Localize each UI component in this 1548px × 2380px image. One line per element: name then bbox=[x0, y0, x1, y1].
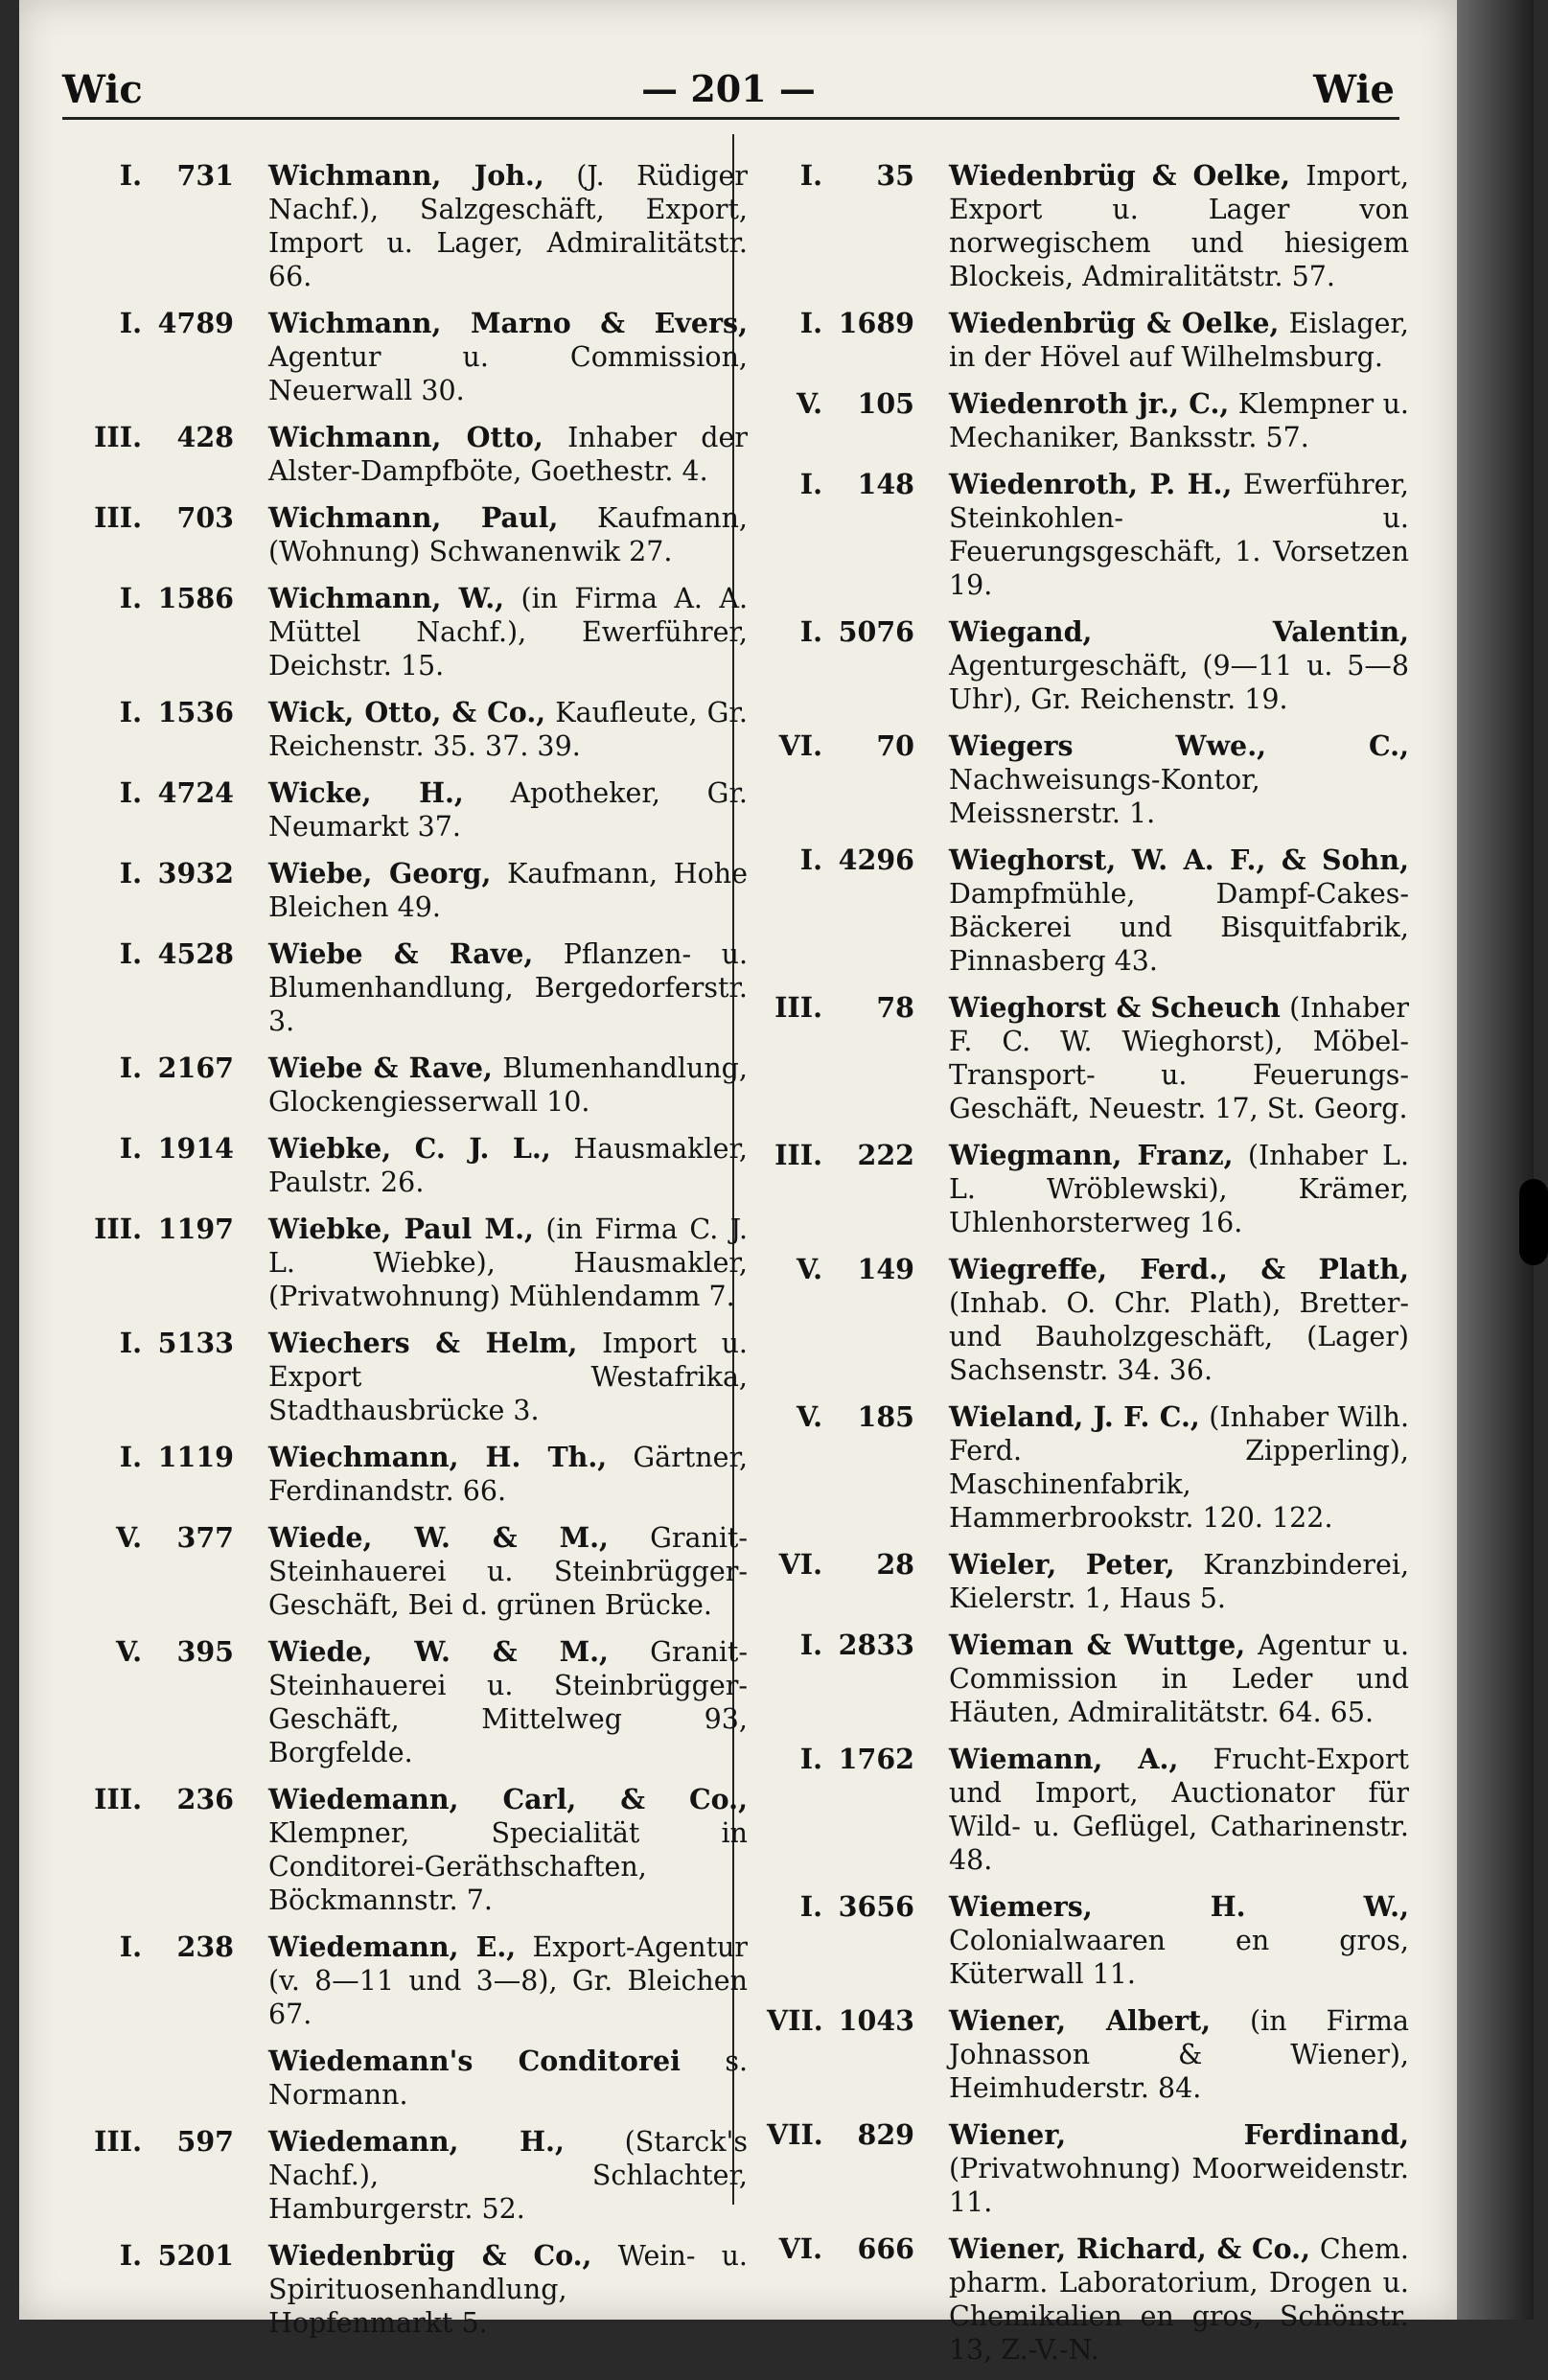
exchange-district: VII. bbox=[767, 2118, 823, 2151]
directory-entry bbox=[86, 937, 748, 1038]
scan-edge-mark bbox=[1519, 1179, 1548, 1265]
exchange-district: VII. bbox=[767, 2004, 823, 2037]
directory-entry bbox=[86, 501, 748, 568]
phone-reference bbox=[86, 1132, 240, 1166]
entry-details: Eislager, in der Hövel auf Wilhelmsburg. bbox=[949, 308, 1409, 373]
phone-number: 35 bbox=[876, 159, 914, 192]
entry-name: Wiedenbrüg & Oelke, bbox=[949, 159, 1291, 192]
directory-entry bbox=[86, 1213, 748, 1313]
exchange-district: VI. bbox=[778, 729, 822, 762]
phone-reference bbox=[767, 1629, 920, 1662]
entry-name: Wiebe & Rave, bbox=[268, 1051, 493, 1084]
entry-name: Wiegmann, Franz, bbox=[949, 1139, 1234, 1171]
phone-reference bbox=[86, 1521, 240, 1555]
entry-details: Import u. Export Westafrika, Stadthausbrücke 3. bbox=[268, 1328, 748, 1426]
phone-number: 377 bbox=[176, 1521, 234, 1554]
phone-number: 5133 bbox=[157, 1327, 234, 1359]
exchange-district: V. bbox=[796, 387, 822, 420]
entry-name: Wiener, Albert, bbox=[949, 2004, 1212, 2037]
directory-entry bbox=[767, 1890, 1409, 1991]
directory-entry bbox=[86, 1051, 748, 1119]
entry-details: Export-Agentur (v. 8—11 und 3—8), Gr. Bleichen 67. bbox=[268, 1931, 748, 2030]
entry-details: (in Firma A. A. Müttel Nachf.), Ewerführer, Deichstr. 15. bbox=[268, 583, 748, 682]
entry-details: (Inhaber F. C. W. Wieghorst), Möbel-Transport- u. Feuerungs-Geschäft, Neuestr. 17, St. Georg. bbox=[949, 992, 1409, 1124]
exchange-district: I. bbox=[799, 1743, 822, 1775]
phone-number: 1914 bbox=[157, 1132, 234, 1165]
entry-name: Wichmann, Otto, bbox=[268, 421, 543, 453]
page-header bbox=[62, 67, 1395, 115]
exchange-district: I. bbox=[799, 159, 822, 192]
phone-reference bbox=[86, 1635, 240, 1669]
directory-entry bbox=[86, 696, 748, 763]
entry-name: Wichmann, W., bbox=[268, 582, 505, 614]
exchange-district: V. bbox=[796, 1253, 822, 1285]
phone-reference bbox=[86, 2125, 240, 2159]
phone-reference bbox=[767, 1400, 920, 1434]
directory-entry bbox=[86, 2125, 748, 2226]
exchange-district: I. bbox=[119, 1051, 142, 1084]
phone-reference bbox=[86, 776, 240, 810]
entry-details: Kaufmann, (Wohnung) Schwanenwik 27. bbox=[268, 502, 748, 567]
entry-details: Chem. pharm. Laboratorium, Drogen u. Chemikalien en gros, Schönstr. 13, Z.-V.-N. bbox=[949, 2233, 1409, 2366]
phone-number: 222 bbox=[857, 1139, 914, 1171]
phone-reference bbox=[86, 421, 240, 454]
entry-name: Wiemers, H. W., bbox=[949, 1890, 1409, 1923]
entry-name: Wiechers & Helm, bbox=[268, 1327, 578, 1359]
phone-number: 1197 bbox=[157, 1213, 234, 1245]
exchange-district: I. bbox=[799, 1629, 822, 1661]
directory-entry bbox=[767, 2004, 1409, 2105]
entry-details: Agenturgeschäft, (9—11 u. 5—8 Uhr), Gr. Reichenstr. 19. bbox=[949, 650, 1409, 715]
entry-details: Blumenhandlung, Glockengiesserwall 10. bbox=[268, 1052, 748, 1118]
directory-entry bbox=[86, 2045, 748, 2112]
exchange-district: I. bbox=[119, 1930, 142, 1963]
phone-reference bbox=[86, 582, 240, 615]
entry-name: Wichmann, Paul, bbox=[268, 501, 559, 534]
exchange-district: I. bbox=[799, 615, 822, 648]
phone-number: 238 bbox=[176, 1930, 234, 1963]
entry-details: Kaufmann, Hohe Bleichen 49. bbox=[268, 858, 749, 923]
directory-entry bbox=[767, 159, 1409, 293]
right-column bbox=[767, 159, 1409, 2380]
directory-entry bbox=[767, 843, 1409, 978]
directory-entry bbox=[767, 1629, 1409, 1729]
exchange-district: VI. bbox=[778, 2232, 822, 2265]
entry-details: (Inhaber Wilh. Ferd. Zipperling), Maschinenfabrik, Hammerbrookstr. 120. 122. bbox=[949, 1401, 1410, 1534]
entry-name: Wichmann, Marno & Evers, bbox=[268, 307, 748, 339]
phone-reference bbox=[86, 159, 240, 193]
directory-entry bbox=[767, 1253, 1409, 1387]
entry-details: (Starck's Nachf.), Schlachter, Hamburgerstr. 52. bbox=[268, 2126, 748, 2225]
phone-reference bbox=[86, 1327, 240, 1360]
entry-name: Wieghorst & Scheuch bbox=[949, 991, 1281, 1024]
phone-number: 1043 bbox=[838, 2004, 914, 2037]
phone-reference bbox=[767, 1253, 920, 1286]
exchange-district: I. bbox=[799, 843, 822, 876]
exchange-district: I. bbox=[119, 1327, 142, 1359]
exchange-district: V. bbox=[796, 1400, 822, 1433]
directory-entry bbox=[86, 1783, 748, 1917]
phone-reference bbox=[86, 1783, 240, 1816]
entry-details: Wein- u. Spirituosenhandlung, Hopfenmarkt 5. bbox=[268, 2240, 748, 2339]
phone-reference bbox=[767, 991, 920, 1025]
directory-entry bbox=[86, 582, 748, 682]
left-column bbox=[86, 159, 748, 2353]
phone-reference bbox=[86, 1930, 240, 1964]
phone-number: 829 bbox=[857, 2118, 914, 2151]
exchange-district: I. bbox=[119, 1441, 142, 1473]
entry-details: Inhaber der Alster-Dampfböte, Goethestr. 4. bbox=[268, 422, 748, 487]
exchange-district: V. bbox=[115, 1635, 142, 1668]
header-right-keyword: Wie bbox=[1313, 67, 1395, 112]
phone-reference bbox=[767, 1743, 920, 1776]
directory-entry bbox=[767, 615, 1409, 716]
scan-dark-edge bbox=[1457, 0, 1534, 2320]
phone-reference bbox=[767, 2118, 920, 2152]
phone-reference bbox=[86, 857, 240, 890]
entry-name: Wiegand, Valentin, bbox=[949, 615, 1409, 648]
directory-entry bbox=[767, 1548, 1409, 1615]
phone-reference bbox=[86, 1441, 240, 1474]
entry-name: Wiener, Richard, & Co., bbox=[949, 2232, 1311, 2265]
directory-entry bbox=[86, 776, 748, 843]
entry-details: Apotheker, Gr. Neumarkt 37. bbox=[268, 777, 748, 843]
entry-name: Wiedenbrüg & Co., bbox=[268, 2239, 592, 2272]
entry-details: Pflanzen- u. Blumenhandlung, Bergedorferstr. 3. bbox=[268, 938, 749, 1037]
entry-details: Granit-Steinhauerei u. Steinbrügger-Geschäft, Bei d. grünen Brücke. bbox=[268, 1522, 749, 1621]
directory-entry bbox=[86, 857, 748, 924]
phone-number: 148 bbox=[857, 468, 914, 500]
entry-name: Wieler, Peter, bbox=[949, 1548, 1175, 1581]
phone-number: 5076 bbox=[838, 615, 914, 648]
entry-name: Wieman & Wuttge, bbox=[949, 1629, 1246, 1661]
phone-number: 1762 bbox=[838, 1743, 914, 1775]
phone-number: 731 bbox=[176, 159, 234, 192]
phone-number: 236 bbox=[176, 1783, 234, 1815]
phone-reference bbox=[767, 615, 920, 649]
phone-number: 4528 bbox=[157, 937, 234, 970]
entry-name: Wiede, W. & M., bbox=[268, 1635, 609, 1668]
directory-entry bbox=[86, 1327, 748, 1427]
entry-details: (Privatwohnung) Moorweidenstr. 11. bbox=[949, 2153, 1409, 2218]
entry-name: Wiedenbrüg & Oelke, bbox=[949, 307, 1280, 339]
entry-name: Wiede, W. & M., bbox=[268, 1521, 609, 1554]
directory-entry bbox=[767, 468, 1409, 602]
entry-name: Wiebe, Georg, bbox=[268, 857, 492, 890]
directory-entry bbox=[767, 1139, 1409, 1239]
directory-entry bbox=[86, 159, 748, 293]
entry-details: (Inhaber L. L. Wröblewski), Krämer, Uhlenhorsterweg 16. bbox=[949, 1140, 1410, 1238]
directory-page bbox=[19, 0, 1457, 2366]
phone-number: 1586 bbox=[157, 582, 234, 614]
directory-entry bbox=[767, 387, 1409, 454]
entry-details: Import, Export u. Lager von norwegischem und hiesigem Blockeis, Admiralitätstr. 57. bbox=[949, 160, 1410, 292]
entry-details: Nachweisungs-Kontor, Meissnerstr. 1. bbox=[949, 764, 1260, 829]
phone-reference bbox=[86, 2045, 240, 2078]
exchange-district: VI. bbox=[778, 1548, 822, 1581]
entry-name: Wiemann, A., bbox=[949, 1743, 1179, 1775]
phone-reference bbox=[767, 387, 920, 421]
phone-reference bbox=[86, 2239, 240, 2273]
entry-name: Wiedemann, Carl, & Co., bbox=[268, 1783, 748, 1815]
phone-reference bbox=[767, 468, 920, 501]
phone-number: 4296 bbox=[838, 843, 914, 876]
entry-details: s. Normann. bbox=[268, 2045, 748, 2111]
exchange-district: I. bbox=[119, 1132, 142, 1165]
phone-number: 28 bbox=[876, 1548, 914, 1581]
directory-entry bbox=[86, 1635, 748, 1769]
entry-name: Wiedenroth jr., C., bbox=[949, 387, 1230, 420]
exchange-district: I. bbox=[119, 582, 142, 614]
entry-name: Wiedenroth, P. H., bbox=[949, 468, 1233, 500]
entry-details: Agentur u. Commission in Leder und Häuten, Admiralitätstr. 64. 65. bbox=[949, 1629, 1410, 1728]
phone-number: 395 bbox=[176, 1635, 234, 1668]
entry-details: (in Firma C. J. L. Wiebke), Hausmakler, (Privatwohnung) Mühlendamm 7. bbox=[268, 1213, 749, 1312]
entry-name: Wiedemann, H., bbox=[268, 2125, 565, 2158]
exchange-district: III. bbox=[94, 421, 142, 453]
phone-number: 3932 bbox=[157, 857, 234, 890]
phone-number: 1536 bbox=[157, 696, 234, 728]
entry-name: Wiebke, Paul M., bbox=[268, 1213, 534, 1245]
entry-details: Dampfmühle, Dampf-Cakes-Bäckerei und Bisquitfabrik, Pinnasberg 43. bbox=[949, 878, 1409, 977]
directory-entry bbox=[767, 1743, 1409, 1877]
exchange-district: I. bbox=[119, 776, 142, 809]
page-number: — 201 — bbox=[641, 67, 816, 110]
exchange-district: III. bbox=[774, 991, 822, 1024]
phone-number: 3656 bbox=[838, 1890, 914, 1923]
phone-reference bbox=[86, 501, 240, 535]
phone-number: 5201 bbox=[157, 2239, 234, 2272]
entry-name: Wichmann, Joh., bbox=[268, 159, 544, 192]
phone-reference bbox=[86, 1051, 240, 1085]
phone-reference bbox=[767, 729, 920, 763]
entry-details: Agentur u. Commission, Neuerwall 30. bbox=[268, 341, 748, 406]
exchange-district: III. bbox=[94, 2125, 142, 2158]
directory-entry bbox=[767, 2118, 1409, 2219]
entry-name: Wiebe & Rave, bbox=[268, 937, 534, 970]
entry-name: Wieland, J. F. C., bbox=[949, 1400, 1200, 1433]
entry-name: Wiebke, C. J. L., bbox=[268, 1132, 551, 1165]
exchange-district: I. bbox=[119, 307, 142, 339]
directory-entry bbox=[86, 307, 748, 407]
entry-name: Wiedemann, E., bbox=[268, 1930, 517, 1963]
directory-entry bbox=[86, 2239, 748, 2340]
phone-number: 78 bbox=[876, 991, 914, 1024]
header-left-keyword: Wic bbox=[62, 67, 143, 112]
header-rule bbox=[62, 117, 1399, 120]
phone-number: 105 bbox=[857, 387, 914, 420]
phone-reference bbox=[767, 307, 920, 340]
directory-entry bbox=[86, 1521, 748, 1622]
entry-name: Wiegreffe, Ferd., & Plath, bbox=[949, 1253, 1409, 1285]
exchange-district: V. bbox=[115, 1521, 142, 1554]
entry-details: Granit-Steinhauerei u. Steinbrügger-Geschäft, Mittelweg 93, Borgfelde. bbox=[268, 1636, 749, 1768]
phone-number: 4724 bbox=[157, 776, 234, 809]
phone-number: 2167 bbox=[157, 1051, 234, 1084]
entry-details: Hausmakler, Paulstr. 26. bbox=[268, 1133, 748, 1198]
directory-entry bbox=[86, 421, 748, 488]
exchange-district: III. bbox=[94, 1213, 142, 1245]
directory-entry bbox=[767, 729, 1409, 830]
phone-reference bbox=[767, 2004, 920, 2038]
entry-details: Frucht-Export und Import, Auctionator für Wild- u. Geflügel, Catharinenstr. 48. bbox=[949, 1744, 1409, 1876]
entry-details: Klempner, Specialität in Conditorei-Geräthschaften, Böckmannstr. 7. bbox=[268, 1817, 748, 1916]
phone-number: 428 bbox=[176, 421, 234, 453]
phone-reference bbox=[767, 1548, 920, 1582]
directory-entry bbox=[767, 307, 1409, 374]
entry-name: Wick, Otto, & Co., bbox=[268, 696, 546, 728]
entry-details: (Inhab. O. Chr. Plath), Bretter- und Bauholzgeschäft, (Lager) Sachsenstr. 34. 36. bbox=[949, 1287, 1409, 1386]
entry-details: Kranzbinderei, Kielerstr. 1, Haus 5. bbox=[949, 1549, 1410, 1614]
phone-reference bbox=[86, 307, 240, 340]
phone-number: 4789 bbox=[157, 307, 234, 339]
phone-number: 666 bbox=[857, 2232, 914, 2265]
exchange-district: I. bbox=[119, 159, 142, 192]
directory-entry bbox=[767, 1400, 1409, 1535]
phone-reference bbox=[767, 2232, 920, 2266]
phone-number: 185 bbox=[857, 1400, 914, 1433]
entry-details: Gärtner, Ferdinandstr. 66. bbox=[268, 1442, 748, 1507]
exchange-district: I. bbox=[799, 468, 822, 500]
phone-reference bbox=[86, 937, 240, 971]
exchange-district: I. bbox=[119, 937, 142, 970]
entry-details: Kaufleute, Gr. Reichenstr. 35. 37. 39. bbox=[268, 697, 748, 762]
entry-details: Ewerführer, Steinkohlen- u. Feuerungsgeschäft, 1. Vorsetzen 19. bbox=[949, 469, 1409, 601]
directory-entry bbox=[86, 1930, 748, 2031]
exchange-district: III. bbox=[94, 501, 142, 534]
phone-reference bbox=[86, 696, 240, 729]
entry-name: Wiechmann, H. Th., bbox=[268, 1441, 608, 1473]
directory-entry bbox=[767, 2232, 1409, 2367]
exchange-district: I. bbox=[119, 2239, 142, 2272]
entry-details: (J. Rüdiger Nachf.), Salzgeschäft, Export, Import u. Lager, Admiralitätstr. 66. bbox=[268, 160, 749, 292]
phone-number: 1689 bbox=[838, 307, 914, 339]
phone-reference bbox=[767, 843, 920, 877]
phone-number: 703 bbox=[176, 501, 234, 534]
entry-details: (in Firma Johnasson & Wiener), Heimhuderstr. 84. bbox=[949, 2005, 1409, 2104]
entry-details: Klempner u. Mechaniker, Banksstr. 57. bbox=[949, 388, 1409, 453]
directory-entry bbox=[86, 1132, 748, 1199]
exchange-district: I. bbox=[799, 1890, 822, 1923]
phone-number: 149 bbox=[857, 1253, 914, 1285]
entry-name: Wiedemann's Conditorei bbox=[268, 2045, 681, 2077]
phone-reference bbox=[767, 1890, 920, 1924]
exchange-district: III. bbox=[774, 1139, 822, 1171]
entry-name: Wicke, H., bbox=[268, 776, 464, 809]
phone-number: 2833 bbox=[838, 1629, 914, 1661]
phone-reference bbox=[86, 1213, 240, 1246]
entry-name: Wiener, Ferdinand, bbox=[949, 2118, 1409, 2151]
phone-number: 597 bbox=[176, 2125, 234, 2158]
directory-entry bbox=[767, 991, 1409, 1125]
exchange-district: III. bbox=[94, 1783, 142, 1815]
entry-details: Colonialwaaren en gros, Küterwall 11. bbox=[949, 1925, 1409, 1990]
exchange-district: I. bbox=[119, 857, 142, 890]
phone-number: 70 bbox=[876, 729, 914, 762]
phone-reference bbox=[767, 159, 920, 193]
entry-name: Wiegers Wwe., C., bbox=[949, 729, 1409, 762]
directory-entry bbox=[86, 1441, 748, 1508]
phone-reference bbox=[767, 1139, 920, 1172]
exchange-district: I. bbox=[119, 696, 142, 728]
entry-name: Wieghorst, W. A. F., & Sohn, bbox=[949, 843, 1409, 876]
exchange-district: I. bbox=[799, 307, 822, 339]
phone-number: 1119 bbox=[157, 1441, 234, 1473]
